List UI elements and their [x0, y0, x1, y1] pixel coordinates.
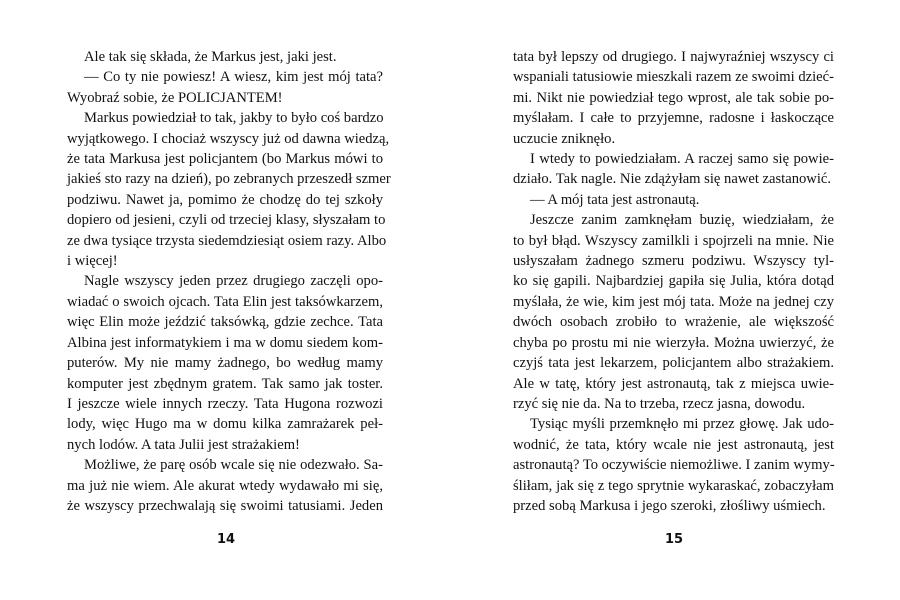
text-line: podziwu. Nawet ja, pomimo że chodzę do tej szkoły [67, 191, 383, 208]
text-line: ma już nie wiem. Ale akurat wtedy wydawało mi się, [67, 477, 383, 494]
text-line: — A mój tata jest astronautą. [530, 191, 700, 208]
right-page-number: 15 [665, 532, 684, 547]
text-line: czyjś tata jest lekarzem, policjantem albo strażakiem. [513, 355, 834, 372]
text-line: nych lodów. A tata Julii jest strażakiem! [67, 436, 300, 453]
text-line: Nagle wszyscy jeden przez drugiego zaczęli opo- [84, 273, 383, 290]
paragraph [67, 271, 383, 455]
text-line: ze dwa tysiące trzysta siedemdziesiąt osiem razy. Albo [67, 232, 387, 249]
text-line: że wszyscy przechwalają się swoimi tatusiami. Jeden [67, 497, 383, 514]
left-page-text [67, 47, 391, 516]
text-line: myślała, że wie, kim jest mój tata. Może na jednej czy [513, 293, 834, 310]
paragraph [513, 210, 834, 414]
text-line: wyjątkowego. I chociaż wszyscy już od dawna wiedzą, [67, 130, 390, 147]
text-line: astronautą? To oczywiście niemożliwe. I zanim wymy- [513, 457, 835, 474]
paragraph [513, 149, 834, 190]
text-line: Możliwe, że parę osób wcale się nie odezwało. Sa- [84, 457, 383, 474]
text-line: Markus powiedział to tak, jakby to było coś bardzo [84, 110, 384, 127]
text-line: wiadać o swoich ojcach. Tata Elin jest taksówkarzem, [67, 293, 383, 310]
text-line: przed sobą Markusa i jego szeroki, złośliwy uśmiech. [513, 497, 826, 514]
text-line: Wyobraź sobie, że POLICJANTEM! [67, 89, 283, 106]
paragraph [513, 47, 834, 149]
text-line: wspaniali tatusiowie mieszkali razem ze swoimi dzieć- [513, 69, 834, 86]
right-page [450, 0, 900, 600]
text-line: Albina jest informatykiem i ma w domu siedem kom- [67, 334, 383, 351]
text-line: I wtedy to powiedziałam. A raczej samo się powie- [530, 151, 834, 168]
text-line: to był błąd. Wszyscy zamilkli i spojrzeli na mnie. Nie [513, 232, 834, 249]
paragraph [67, 108, 391, 271]
paragraph [67, 455, 383, 516]
paragraph [513, 190, 834, 210]
text-line: — Co ty nie powiesz! A wiesz, kim jest mój tata? [84, 69, 383, 86]
text-line: usłyszałam żadnego szmeru podziwu. Wszyscy tyl- [513, 253, 834, 270]
text-line: wodnić, że tata, który wcale nie jest astronautą, jest [513, 436, 834, 453]
text-line: dwóch osobach zrobiło to wrażenie, ale większość [513, 314, 834, 331]
paragraph [513, 414, 834, 516]
right-page-text [513, 47, 834, 516]
text-line: ko się gapili. Najbardziej gapiła się Julia, która dotąd [513, 273, 834, 290]
left-page-number: 14 [217, 532, 236, 547]
text-line: Tysiąc myśli przemknęło mi przez głowę. Jak udo- [530, 416, 834, 433]
text-line: myślałam. I całe to przyjemne, radosne i łaskoczące [513, 110, 834, 127]
paragraph [67, 47, 383, 67]
text-line: jakieś sto razy na dzień), po zebranych przeszedł szmer [67, 171, 391, 188]
text-line: Ale w tatę, który jest astronautą, tak z miejsca uwie- [513, 375, 834, 392]
text-line: Jeszcze zanim zamknęłam buzię, wiedziałam, że [530, 212, 834, 229]
text-line: I jeszcze wiele innych rzeczy. Tata Hugona rozwozi [67, 395, 383, 412]
paragraph [67, 67, 383, 108]
text-line: działo. Tak nagle. Nie zdążyłam się nawet zastanowić. [513, 171, 832, 188]
text-line: uczucie zniknęło. [513, 130, 616, 147]
text-line: Ale tak się składa, że Markus jest, jaki jest. [84, 49, 337, 65]
text-line: lody, więc Hugo ma w domu kilka zamrażarek peł- [67, 416, 383, 433]
text-line: i więcej! [67, 253, 118, 270]
text-line: chyba po prostu mi nie wierzyła. Można uwierzyć, że [513, 334, 834, 351]
text-line: mi. Nikt nie powiedział tego wprost, ale tak sobie po- [513, 89, 834, 106]
text-line: komputer jest zbędnym gratem. Tak samo jak toster. [67, 375, 383, 392]
text-line: rzyć się nie da. Na to trzeba, rzecz jasna, dowodu. [513, 395, 806, 412]
text-line: że tata Markusa jest policjantem (bo Markus mówi to [67, 151, 383, 168]
text-line: więc Elin może jeździć taksówką, gdzie zechce. Tata [67, 314, 383, 331]
text-line: puterów. My nie mamy żadnego, bo według mamy [67, 355, 383, 372]
text-line: śliłam, jak się z tego sprytnie wykaraskać, zobaczyłam [513, 477, 834, 494]
text-line: tata był lepszy od drugiego. I najwyraźniej wszyscy ci [513, 49, 834, 65]
text-line: dopiero od jesieni, czyli od trzeciej klasy, słyszałam to [67, 212, 386, 229]
